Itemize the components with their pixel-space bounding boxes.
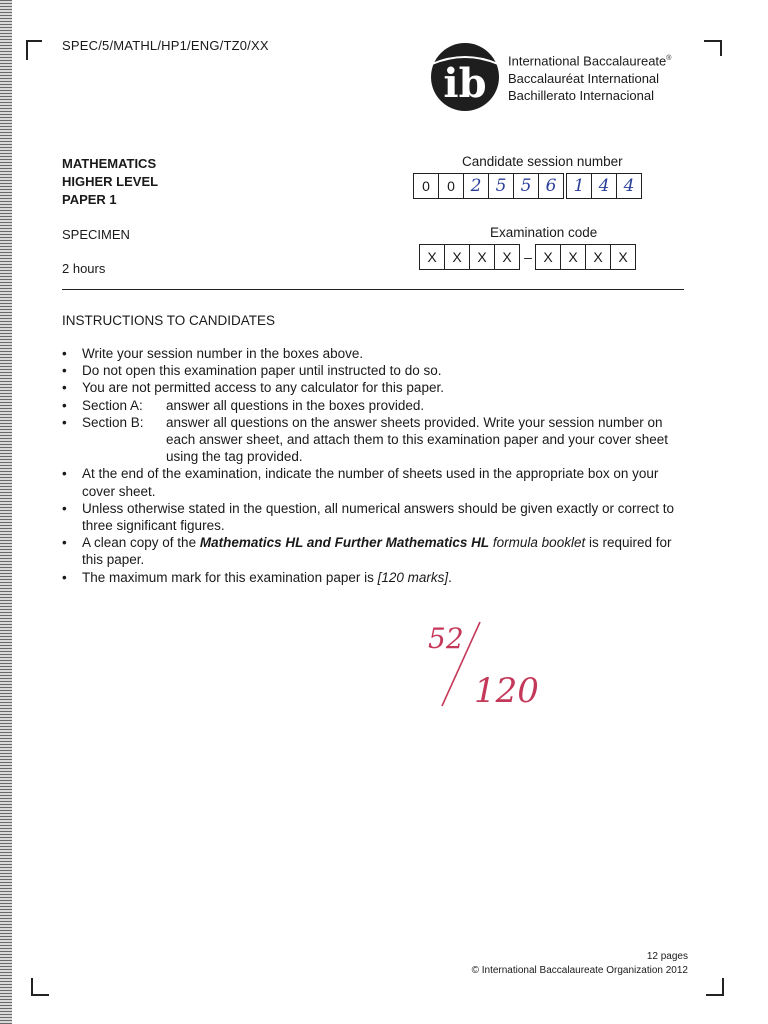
copyright-notice: © International Baccalaureate Organization 2012 <box>471 965 688 976</box>
corner-mark-bottom-left <box>31 978 49 996</box>
registered-mark: ® <box>666 55 672 62</box>
session-digit-box[interactable]: 1 <box>566 173 592 199</box>
candidate-session-label: Candidate session number <box>462 154 623 169</box>
max-marks: [120 marks] <box>377 569 449 585</box>
org-name-english: International Baccalaureate® <box>508 53 672 69</box>
org-name-spanish: Bachillerato Internacional <box>508 88 654 104</box>
paper-type: SPECIMEN <box>62 227 130 242</box>
instruction-item: • A clean copy of the Mathematics HL and Further Mathematics HL formula booklet is required for this paper. <box>62 534 692 568</box>
corner-mark-bottom-right <box>706 978 724 996</box>
binder-edge <box>0 0 12 1024</box>
org-name-french: Baccalauréat International <box>508 70 660 86</box>
candidate-session-boxes <box>414 173 642 199</box>
instruction-item <box>62 414 692 466</box>
divider-rule <box>62 289 684 290</box>
logo-text: ib <box>443 60 487 107</box>
exam-code-separator: – <box>524 249 532 265</box>
organization-names <box>508 50 671 105</box>
instruction-item: • You are not permitted access to any calculator for this paper. <box>62 379 692 396</box>
paper-title <box>62 155 158 209</box>
paper-duration: 2 hours <box>62 261 106 276</box>
exam-code-box: X <box>560 244 586 270</box>
subject-name: MATHEMATICS <box>62 156 157 171</box>
formula-booklet-title: Mathematics HL and Further Mathematics HL <box>199 535 490 551</box>
session-digit-box[interactable]: 0 <box>413 173 439 199</box>
exam-code-box: X <box>469 244 495 270</box>
instructions-heading: INSTRUCTIONS TO CANDIDATES <box>62 313 276 328</box>
document-code: SPEC/5/MATHL/HP1/ENG/TZ0/XX <box>62 38 269 53</box>
exam-code-box: X <box>610 244 636 270</box>
instruction-item: • Do not open this examination paper until instructed to do so. <box>62 362 692 379</box>
session-digit-box[interactable]: 5 <box>513 173 539 199</box>
score-earned: 52 <box>428 622 464 655</box>
instruction-item: • At the end of the examination, indicate the number of sheets used in the appropriate box on your cover sheet. <box>62 465 692 499</box>
subject-level: HIGHER LEVEL <box>62 174 159 189</box>
exam-code-box: X <box>419 244 445 270</box>
session-digit-box[interactable]: 6 <box>538 173 564 199</box>
ib-logo-icon <box>430 42 500 112</box>
session-digit-box[interactable]: 4 <box>591 173 617 199</box>
instruction-item: • Write your session number in the boxes above. <box>62 345 692 362</box>
section-a-text: answer all questions in the boxes provided. <box>166 397 425 413</box>
instruction-item: • Unless otherwise stated in the question, all numerical answers should be given exactly or correct to three significant figures. <box>62 500 692 534</box>
score-total: 120 <box>474 671 539 711</box>
paper-number: PAPER 1 <box>62 192 117 207</box>
exam-code-boxes <box>420 244 636 270</box>
session-digit-box[interactable]: 0 <box>438 173 464 199</box>
instruction-item: • The maximum mark for this examination paper is [120 marks]. <box>62 569 692 586</box>
exam-code-box: X <box>444 244 470 270</box>
handwritten-score <box>410 610 550 720</box>
section-b-label: Section B: <box>82 414 144 430</box>
session-digit-box[interactable]: 4 <box>616 173 642 199</box>
instruction-item <box>62 397 692 414</box>
session-digit-box[interactable]: 2 <box>463 173 489 199</box>
page-count: 12 pages <box>646 951 688 962</box>
exam-code-box: X <box>585 244 611 270</box>
exam-code-label: Examination code <box>490 225 598 240</box>
corner-mark-top-left <box>26 40 42 60</box>
session-digit-box[interactable]: 5 <box>488 173 514 199</box>
instructions-list <box>62 345 692 586</box>
corner-mark-top-right <box>704 40 722 56</box>
section-a-label: Section A: <box>82 397 143 413</box>
exam-code-box: X <box>494 244 520 270</box>
exam-code-box: X <box>535 244 561 270</box>
section-b-text: answer all questions on the answer sheets provided. Write your session number on each answer sheet, and attach them to this examination paper and your cover sheet using the tag provided. <box>166 414 669 465</box>
